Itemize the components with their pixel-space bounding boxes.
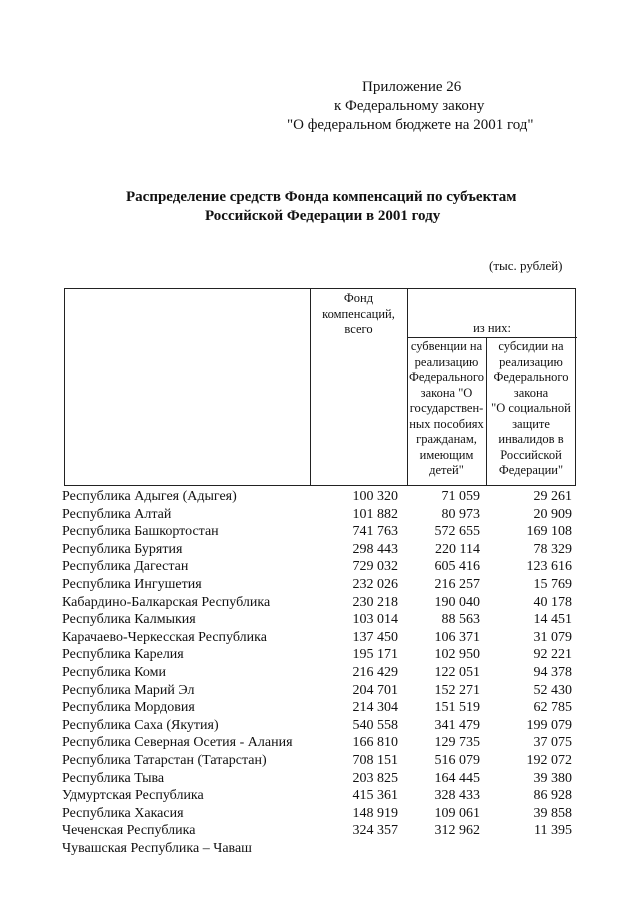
total-value: 203 825	[352, 770, 398, 786]
region-name: Республика Марий Эл	[62, 682, 195, 698]
region-name: Республика Тыва	[62, 770, 165, 786]
total-value: 415 361	[352, 788, 398, 804]
subsidy-value: 29 261	[533, 489, 572, 504]
total-value: 103 014	[352, 612, 398, 628]
subsidy-value: 39 858	[533, 805, 572, 821]
region-name: Республика Карелия	[62, 647, 184, 663]
region-name: Удмуртская Республика	[62, 788, 204, 804]
region-name: Чеченская Республика	[62, 823, 196, 839]
table-row	[0, 734, 640, 752]
subsidy-value: 52 430	[533, 682, 572, 698]
subvention-value: 516 079	[434, 752, 480, 768]
region-name: Республика Северная Осетия - Алания	[62, 735, 293, 751]
total-value: 166 810	[352, 735, 398, 751]
region-name: Республика Саха (Якутия)	[62, 717, 219, 733]
subsidy-value: 94 378	[533, 664, 572, 680]
subsidy-value: 31 079	[533, 629, 572, 645]
table-row	[0, 523, 640, 541]
table-row	[0, 699, 640, 717]
region-name: Республика Ингушетия	[62, 576, 202, 592]
header-of-which: из них:	[473, 321, 511, 335]
table-row	[0, 805, 640, 823]
region-name: Республика Башкортостан	[62, 524, 219, 540]
region-name: Республика Хакасия	[62, 805, 184, 821]
subsidy-value: 40 178	[533, 594, 572, 610]
subvention-value: 341 479	[434, 717, 480, 733]
total-value: 230 218	[352, 594, 398, 610]
subvention-value: 122 051	[434, 664, 480, 680]
appendix-law-reference: к Федеральному закону	[334, 98, 485, 114]
table-row	[0, 594, 640, 612]
table-row	[0, 682, 640, 700]
subvention-value: 220 114	[435, 541, 480, 557]
subvention-value: 164 445	[434, 770, 480, 786]
subsidy-value: 86 928	[533, 788, 572, 804]
subvention-value: 109 061	[434, 805, 480, 821]
subsidy-value: 39 380	[533, 770, 572, 786]
total-value: 148 919	[352, 805, 398, 821]
region-name: Республика Мордовия	[62, 700, 195, 716]
appendix-law-title: "О федеральном бюджете на 2001 год"	[287, 117, 534, 133]
header-divider	[407, 337, 577, 338]
subsidy-value: 169 108	[526, 524, 572, 540]
title-line-2: Российской Федерации в 2001 году	[205, 208, 441, 224]
subvention-value: 152 271	[434, 682, 480, 698]
table-row	[0, 646, 640, 664]
appendix-number: Приложение 26	[362, 79, 462, 95]
total-value: 298 443	[352, 541, 398, 557]
table-row	[0, 506, 640, 524]
subvention-value: 80 973	[441, 506, 480, 522]
subsidy-value: 11 395	[534, 823, 572, 839]
table-row	[0, 664, 640, 682]
total-value: 137 450	[352, 629, 398, 645]
title-line-1: Распределение средств Фонда компенсаций по субъектам	[126, 189, 517, 205]
document-title	[0, 188, 640, 226]
header-subsidies: субсидии на реализацию Федерального закона "О социальной защите инвалидов в Российской Федерации"	[491, 339, 571, 477]
table-row	[0, 576, 640, 594]
subvention-value: 106 371	[434, 629, 480, 645]
subvention-value: 605 416	[434, 559, 480, 575]
subvention-value: 71 059	[441, 489, 480, 504]
header-subventions: субвенции на реализацию Федерального закона "О государствен- ных пособиях гражданам, имеющим детей"	[408, 339, 485, 477]
total-value: 214 304	[352, 700, 398, 716]
subvention-value: 129 735	[434, 735, 480, 751]
subvention-value: 88 563	[441, 612, 480, 628]
table-row	[0, 717, 640, 735]
table-row	[0, 822, 640, 840]
total-value: 216 429	[352, 664, 398, 680]
total-value: 540 558	[352, 717, 398, 733]
region-name: Чувашская Республика – Чаваш	[62, 840, 252, 856]
subsidy-value: 123 616	[526, 559, 572, 575]
table-row	[0, 488, 640, 506]
total-value: 232 026	[352, 576, 398, 592]
table-row	[0, 629, 640, 647]
total-value: 204 701	[352, 682, 398, 698]
subvention-value: 572 655	[434, 524, 480, 540]
table-row	[0, 541, 640, 559]
table-row	[0, 611, 640, 629]
subsidy-value: 199 079	[526, 717, 572, 733]
table-row	[0, 787, 640, 805]
region-name: Республика Татарстан (Татарстан)	[62, 752, 267, 768]
subvention-value: 102 950	[434, 647, 480, 663]
header-total: Фонд компенсаций, всего	[322, 291, 395, 336]
total-value: 100 320	[352, 489, 398, 504]
region-name: Кабардино-Балкарская Республика	[62, 594, 271, 610]
region-name: Республика Бурятия	[62, 541, 183, 557]
units-label: (тыс. рублей)	[489, 258, 563, 273]
region-name: Республика Адыгея (Адыгея)	[62, 489, 237, 504]
appendix-header	[0, 78, 640, 135]
subvention-value: 312 962	[434, 823, 480, 839]
table-row	[0, 558, 640, 576]
subvention-value: 328 433	[434, 788, 480, 804]
region-name: Республика Коми	[62, 664, 166, 680]
subsidy-value: 15 769	[533, 576, 572, 592]
subvention-value: 190 040	[434, 594, 480, 610]
region-name: Республика Алтай	[62, 506, 172, 522]
subsidy-value: 92 221	[533, 647, 572, 663]
total-value: 708 151	[352, 752, 398, 768]
subvention-value: 216 257	[434, 576, 480, 592]
subsidy-value: 62 785	[533, 700, 572, 716]
subsidy-value: 14 451	[533, 612, 572, 628]
total-value: 741 763	[352, 524, 398, 540]
subsidy-value: 20 909	[533, 506, 572, 522]
total-value: 729 032	[352, 559, 398, 575]
total-value: 324 357	[352, 823, 398, 839]
table-header	[64, 288, 576, 486]
table-row	[0, 770, 640, 788]
total-value: 195 171	[352, 647, 398, 663]
region-name: Карачаево-Черкесская Республика	[62, 629, 267, 645]
subsidy-value: 78 329	[533, 541, 572, 557]
region-name: Республика Калмыкия	[62, 612, 196, 628]
region-name: Республика Дагестан	[62, 559, 189, 575]
subvention-value: 151 519	[434, 700, 480, 716]
table-body	[0, 488, 640, 857]
subsidy-value: 37 075	[533, 735, 572, 751]
subsidy-value: 192 072	[526, 752, 572, 768]
table-row	[0, 752, 640, 770]
table-row	[0, 840, 640, 858]
total-value: 101 882	[352, 506, 398, 522]
